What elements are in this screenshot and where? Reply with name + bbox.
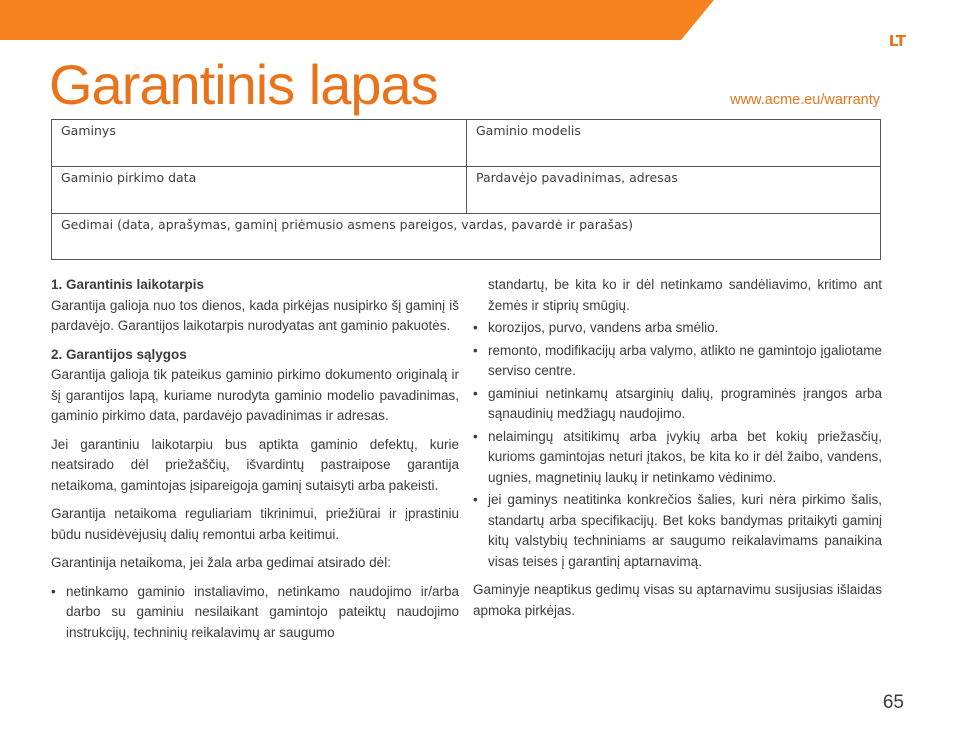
accent-band-shape [0,0,714,40]
page-number: 65 [882,692,904,713]
list-item [51,582,459,644]
paragraph-warranty-period: Garantija galioja nuo tos dienos, kada pirkėjas nusipirko šį gaminį iš pardavėjo. Garantijos laikotarpis nurodyatas ant gaminio pakuotės. [51,297,459,333]
list-item [473,427,882,489]
form-field-purchase-date[interactable]: Gaminio pirkimo data [52,167,467,213]
form-field-defects[interactable]: Gedimai (data, aprašymas, gaminį priėmusio asmens pareigos, vardas, pavardė ir parašas) [61,217,634,232]
list-item [473,341,882,382]
list-item [473,490,882,572]
list-item [473,318,882,339]
list-item-text: gaminiui netinkamų atsarginių dalių, programinės įrangos arba sąnaudinių medžiagų naudojimo. [488,385,882,421]
paragraph-conditions-4: Garantinija netaikoma, jei žala arba gedimai atsirado dėl: [51,555,391,570]
form-row-defects [52,214,880,259]
form-field-seller[interactable]: Pardavėjo pavadinimas, adresas [476,170,678,185]
section-heading-warranty-conditions: 2. Garantijos sąlygos [51,346,187,362]
left-text-column [51,275,459,645]
right-text-column [473,275,882,629]
list-item-text: jei gaminys neatitinka konkrečios šalies, kuri nėra pirkimo šalis, standartų arba specifikacijų. Bet koks bandymas pritaikyti gaminį kitų valstybių techniniams ar saugumo reikalavimams panaikina visas teises į garantinį aptarnavimą. [488,492,882,569]
list-item [473,384,882,425]
list-item-text: remonto, modifikacijų arba valymo, atlikto ne gamintojo įgaliotame serviso centre. [488,342,882,378]
warranty-form-table [51,119,881,260]
list-item-text: nelaimingų atsitikimų arba įvykių arba bet kokių priežasčių, kurioms gamintojas neturi įtakos, be kita ko ir dėl žaibo, vandens, ugnies, magnetinių laukų ir netinkamo vėdinimo. [488,428,882,485]
exclusion-list [51,582,459,644]
bullet-icon: • [473,385,478,401]
paragraph-conditions-2: Jei garantiniu laikotarpiu bus aptikta gaminio defektų, kurie neatsirado dėl priežaščių, išvardintų pastraipose garantija netaikoma, gamintojas įsipareigoja gaminį sutaisyti arba pakeisti. [51,436,459,493]
bullet-icon: • [51,583,56,599]
form-row-purchase [52,167,880,214]
form-field-model[interactable]: Gaminio modelis [476,123,581,138]
bullet-icon: • [473,428,478,444]
bullet-icon: • [473,320,478,335]
page-title: Garantinis lapas [49,53,438,116]
paragraph-conditions-1: Garantija galioja tik pateikus gaminio pirkimo dokumento originalą ir šį garantijos lapą, kuriame nurodyta gaminio modelio pavadinimas, gaminio pirkimo data, pardavėjo pavadinimas ir adresas. [51,367,459,423]
form-field-product[interactable]: Gaminys [52,120,467,166]
bullet-icon: • [473,342,478,358]
section-heading-warranty-period: 1. Garantinis laikotarpis [51,277,205,292]
list-item [473,275,882,316]
paragraph-conditions-3: Garantija netaikoma reguliariam tikrinimui, priežiūrai ir įprastiniu būdu nusidėvėjusių dalių remontui arba keitimui. [51,506,459,542]
header-accent-band [0,0,954,40]
form-row-product [52,120,880,167]
bullet-icon: • [473,492,478,507]
list-item-text: standartų, be kita ko ir dėl netinkamo sandėliavimo, kritimo ant žemės ir stiprių smūgių. [488,277,882,313]
exclusion-list-continued [473,275,882,572]
warranty-url-link[interactable]: www.acme.eu/warranty [730,92,880,108]
language-code: LT [888,32,906,50]
paragraph-final: Gaminyje neaptikus gedimų visas su aptarnavimu susijusias išlaidas apmoka pirkėjas. [473,582,882,618]
list-item-text: netinkamo gaminio instaliavimo, netinkamo naudojimo ir/arba darbo su gaminiu nesilaikant gamintojo pateiktų naudojimo instrukcijų, techninių reikalavimų ar saugumo [66,583,459,640]
list-item-text: korozijos, purvo, vandens arba smėlio. [488,320,719,335]
